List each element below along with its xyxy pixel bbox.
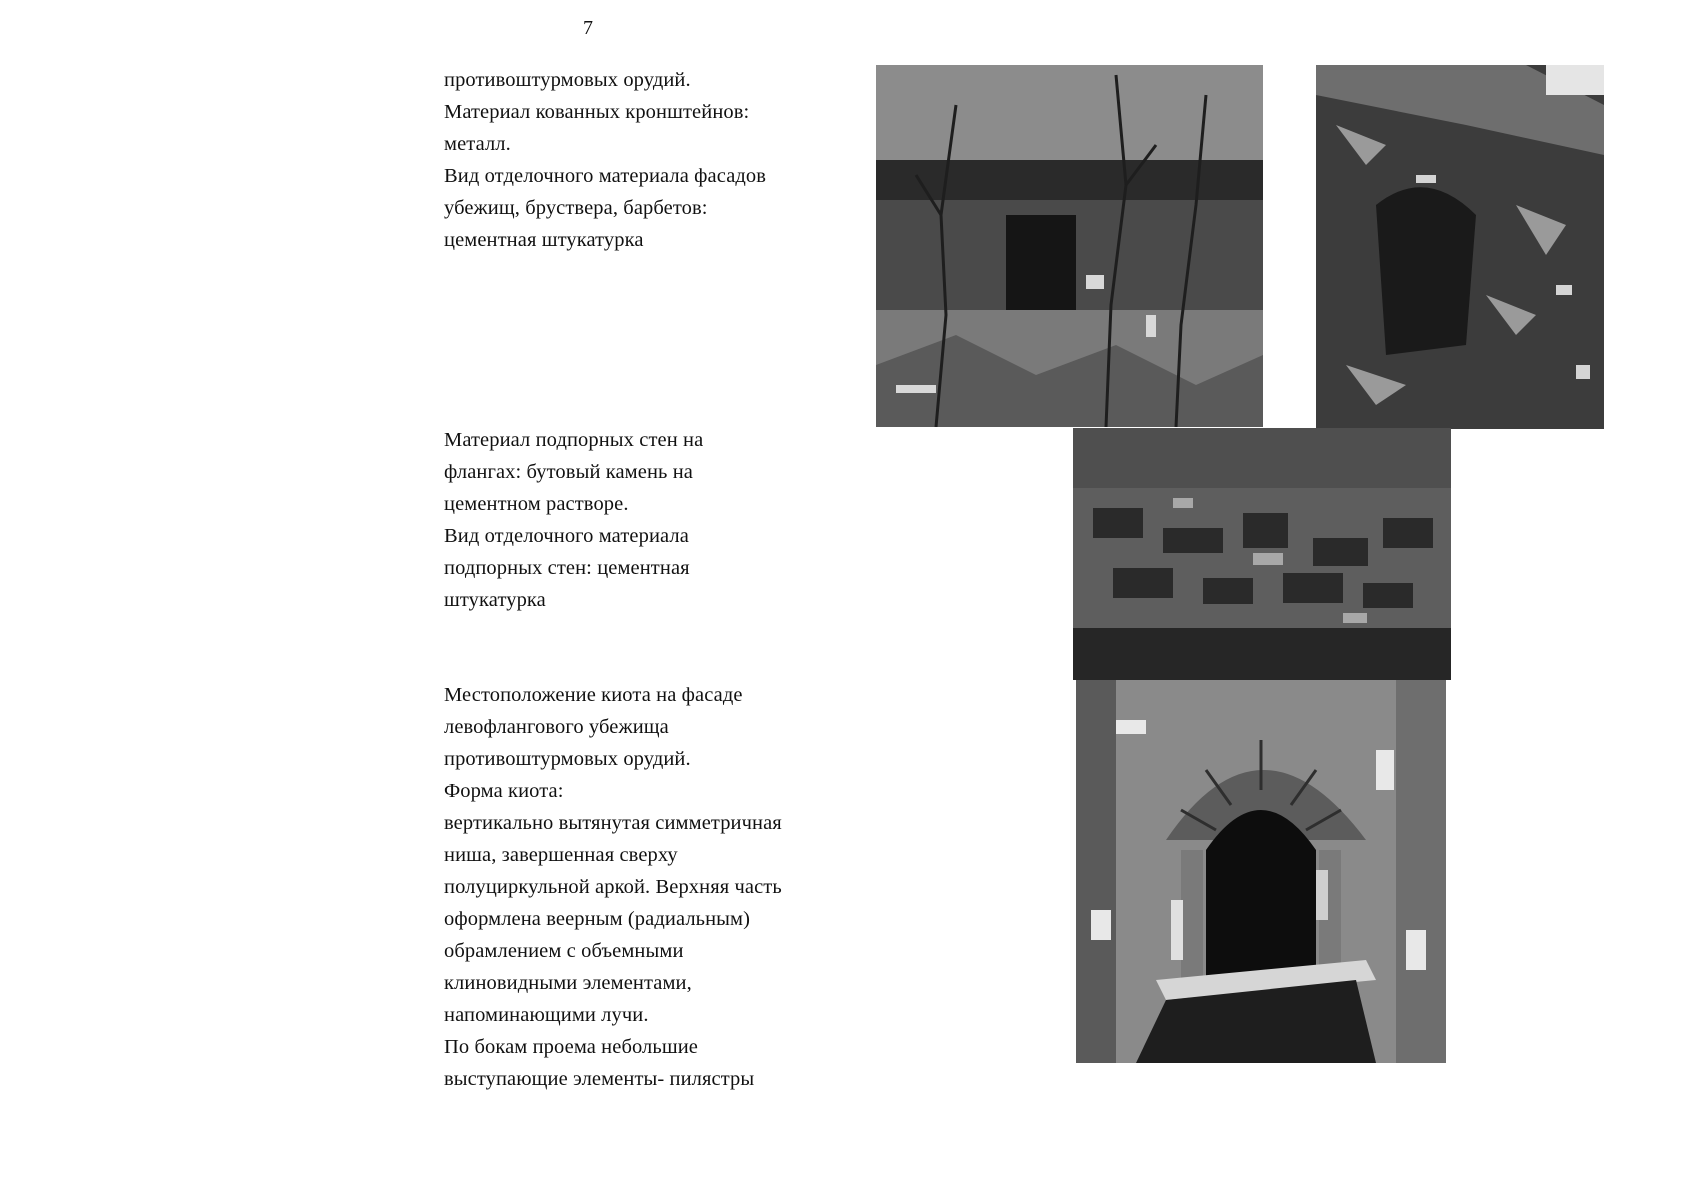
photo-retaining-wall-graphic	[1073, 428, 1451, 680]
photo-shelter-facade-graphic	[876, 65, 1263, 427]
text-line: штукатурка	[444, 589, 546, 611]
text-line: Форма киота:	[444, 780, 564, 802]
text-line: металл.	[444, 133, 511, 155]
text-line: цементная штукатурка	[444, 229, 644, 251]
text-line: выступающие элементы- пилястры	[444, 1068, 755, 1090]
text-line: По бокам проема небольшие	[444, 1036, 698, 1058]
text-line: Материал подпорных стен на	[444, 429, 704, 451]
description-block-retaining-walls	[444, 424, 864, 616]
text-line: полуциркульной аркой. Верхняя часть	[444, 876, 782, 898]
description-block-facade-materials	[444, 64, 864, 256]
text-line: Местоположение киота на фасаде	[444, 684, 743, 706]
text-line: напоминающими лучи.	[444, 1004, 649, 1026]
text-line: оформлена веерным (радиальным)	[444, 908, 751, 930]
text-line: Вид отделочного материала фасадов	[444, 165, 767, 187]
photo-masonry-closeup	[1316, 65, 1604, 429]
photo-icon-case-niche-graphic	[1076, 680, 1446, 1063]
page-number: 7	[583, 17, 593, 39]
text-line: вертикально вытянутая симметричная	[444, 812, 782, 834]
text-line: противоштурмовых орудий.	[444, 748, 691, 770]
text-line: подпорных стен: цементная	[444, 557, 690, 579]
text-line: противоштурмовых орудий.	[444, 69, 691, 91]
photo-masonry-closeup-graphic	[1316, 65, 1604, 429]
description-block-icon-case	[444, 679, 864, 1095]
photo-icon-case-niche	[1076, 680, 1446, 1063]
text-line: ниша, завершенная сверху	[444, 844, 678, 866]
photo-retaining-wall	[1073, 428, 1451, 680]
text-line: цементном растворе.	[444, 493, 629, 515]
text-line: убежищ, бруствера, барбетов:	[444, 197, 708, 219]
text-line: клиновидными элементами,	[444, 972, 692, 994]
photo-shelter-facade	[876, 65, 1263, 427]
text-line: Материал кованных кронштейнов:	[444, 101, 750, 123]
text-line: Вид отделочного материала	[444, 525, 689, 547]
text-line: левофлангового убежища	[444, 716, 669, 738]
text-line: флангах: бутовый камень на	[444, 461, 693, 483]
text-line: обрамлением с объемными	[444, 940, 684, 962]
